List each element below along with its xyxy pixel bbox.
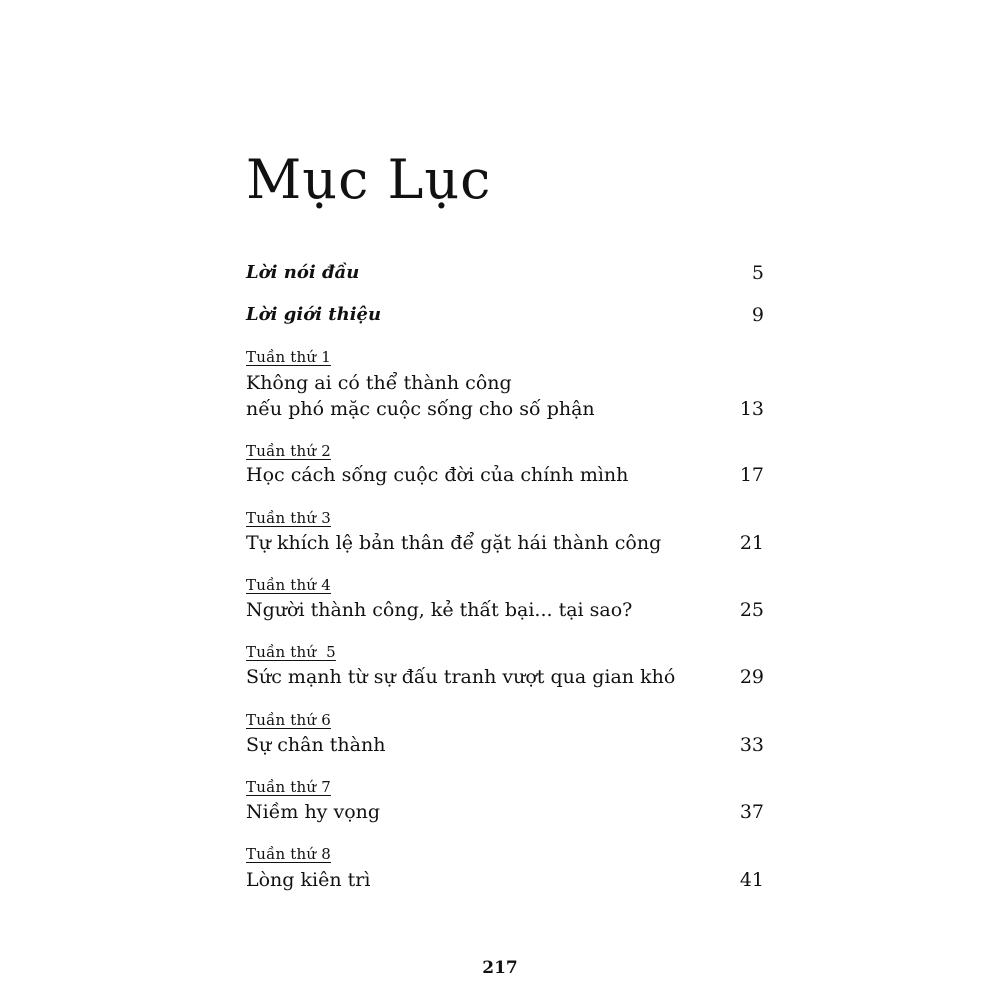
toc-week-label: Tuần thứ 5 <box>246 643 336 661</box>
toc-intro-title: Lời giới thiệu <box>246 304 382 325</box>
toc-page-number: 37 <box>739 801 764 823</box>
toc-page-number: 5 <box>751 262 764 284</box>
toc-week-label: Tuần thứ 6 <box>246 711 331 729</box>
toc-week-label: Tuần thứ 4 <box>246 576 331 594</box>
toc-entry-title: Học cách sống cuộc đời của chính mình <box>246 464 629 486</box>
toc-page-number: 25 <box>739 599 764 621</box>
toc-entry-title: Không ai có thể thành công <box>246 372 512 394</box>
toc-week-label: Tuần thứ 3 <box>246 509 331 527</box>
toc-page-number: 17 <box>739 464 764 486</box>
toc-entry-title: Sự chân thành <box>246 734 386 756</box>
toc-page-number: 21 <box>739 532 764 554</box>
toc-page-number: 41 <box>739 869 764 891</box>
toc-entry-title: Lòng kiên trì <box>246 869 371 891</box>
toc-entry-title: Tự khích lệ bản thân để gặt hái thành công <box>246 532 662 554</box>
toc-page-number: 13 <box>739 398 764 420</box>
toc-intro-entry <box>246 258 764 288</box>
page-title: Mục Lục <box>246 148 492 211</box>
footer-page-number: 217 <box>482 958 518 978</box>
toc-week-label: Tuần thứ 7 <box>246 778 331 796</box>
toc-entry-title: Người thành công, kẻ thất bại... tại sao? <box>246 599 633 621</box>
toc-entry-title: Sức mạnh từ sự đấu tranh vượt qua gian khó <box>246 666 676 688</box>
toc-week-label: Tuần thứ 2 <box>246 442 331 460</box>
toc-entry-title: nếu phó mặc cuộc sống cho số phận <box>246 398 595 420</box>
toc-page-number: 33 <box>739 734 764 756</box>
toc-intro-title: Lời nói đầu <box>246 262 360 283</box>
toc-intro-entry <box>246 300 764 330</box>
toc-entry-title: Niềm hy vọng <box>246 801 381 823</box>
toc-week-label: Tuần thứ 1 <box>246 348 331 366</box>
toc-page-number: 9 <box>751 304 764 326</box>
toc-week-label: Tuần thứ 8 <box>246 845 331 863</box>
toc-page-number: 29 <box>739 666 764 688</box>
